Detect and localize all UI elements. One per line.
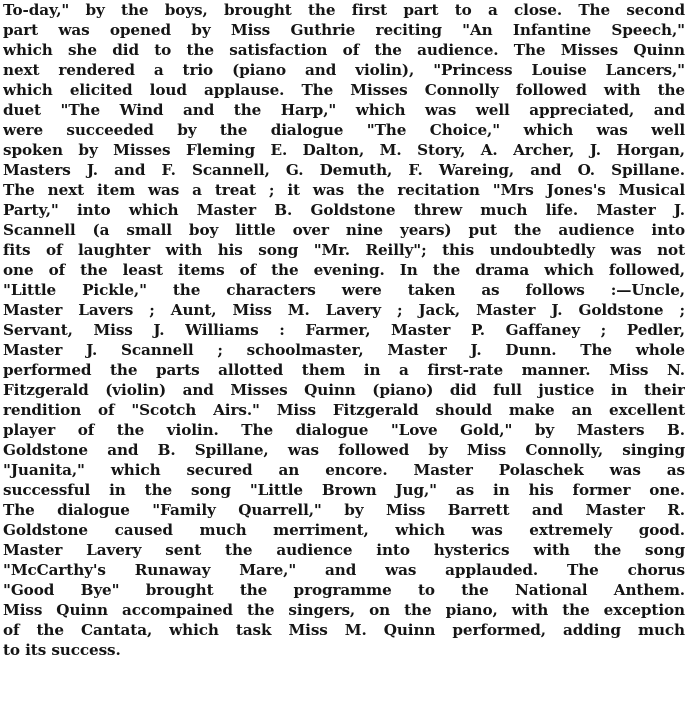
article-line: Scannell (a small boy little over nine years) put the audience into [3,221,685,239]
article-line: "McCarthy's Runaway Mare," and was applauded. The chorus [3,561,685,579]
article-line: fits of laughter with his song "Mr. Reilly"; this undoubtedly was not [3,241,685,259]
article-line: To-day," by the boys, brought the first part to a close. The second [3,1,685,19]
article-line: rendition of "Scotch Airs." Miss Fitzgerald should make an excellent [3,401,685,419]
article-line: "Little Pickle," the characters were taken as follows :—Uncle, [3,281,685,299]
article-line: of the Cantata, which task Miss M. Quinn performed, adding much [3,621,685,639]
article-line: Goldstone and B. Spillane, was followed by Miss Connolly, singing [3,441,685,459]
article-line: part was opened by Miss Guthrie reciting "An Infantine Speech," [3,21,685,39]
article-line: Goldstone caused much merriment, which was extremely good. [3,521,685,539]
article-line: successful in the song "Little Brown Jug," as in his former one. [3,481,685,499]
article-line: player of the violin. The dialogue "Love Gold," by Masters B. [3,421,685,439]
article-line: which elicited loud applause. The Misses Connolly followed with the [3,81,685,99]
article-line: next rendered a trio (piano and violin), "Princess Louise Lancers," [3,61,685,79]
article-line: performed the parts allotted them in a first-rate manner. Miss N. [3,361,685,379]
article-line: Servant, Miss J. Williams : Farmer, Master P. Gaffaney ; Pedler, [3,321,685,339]
article-line: were succeeded by the dialogue "The Choice," which was well [3,121,685,139]
article-line: duet "The Wind and the Harp," which was well appreciated, and [3,101,685,119]
article-line: spoken by Misses Fleming E. Dalton, M. Story, A. Archer, J. Horgan, [3,141,685,159]
article-line: to its success. [3,641,121,659]
article-line: "Good Bye" brought the programme to the National Anthem. [3,581,685,599]
article-line: "Juanita," which secured an encore. Master Polaschek was as [3,461,685,479]
article-line: Master J. Scannell ; schoolmaster, Master J. Dunn. The whole [3,341,685,359]
article-line: Master Lavery sent the audience into hysterics with the song [3,541,685,559]
article-line: one of the least items of the evening. In the drama which followed, [3,261,685,279]
article-line: Fitzgerald (violin) and Misses Quinn (piano) did full justice in their [3,381,685,399]
article-line: The dialogue "Family Quarrell," by Miss Barrett and Master R. [3,501,685,519]
article-line: Masters J. and F. Scannell, G. Demuth, F. Wareing, and O. Spillane. [3,161,685,179]
article-line: The next item was a treat ; it was the recitation "Mrs Jones's Musical [3,181,685,199]
article-line: Miss Quinn accompained the singers, on the piano, with the exception [3,601,685,619]
article-line: Party," into which Master B. Goldstone threw much life. Master J. [3,201,685,219]
article-line: which she did to the satisfaction of the audience. The Misses Quinn [3,41,685,59]
article-line: Master Lavers ; Aunt, Miss M. Lavery ; Jack, Master J. Goldstone ; [3,301,685,319]
